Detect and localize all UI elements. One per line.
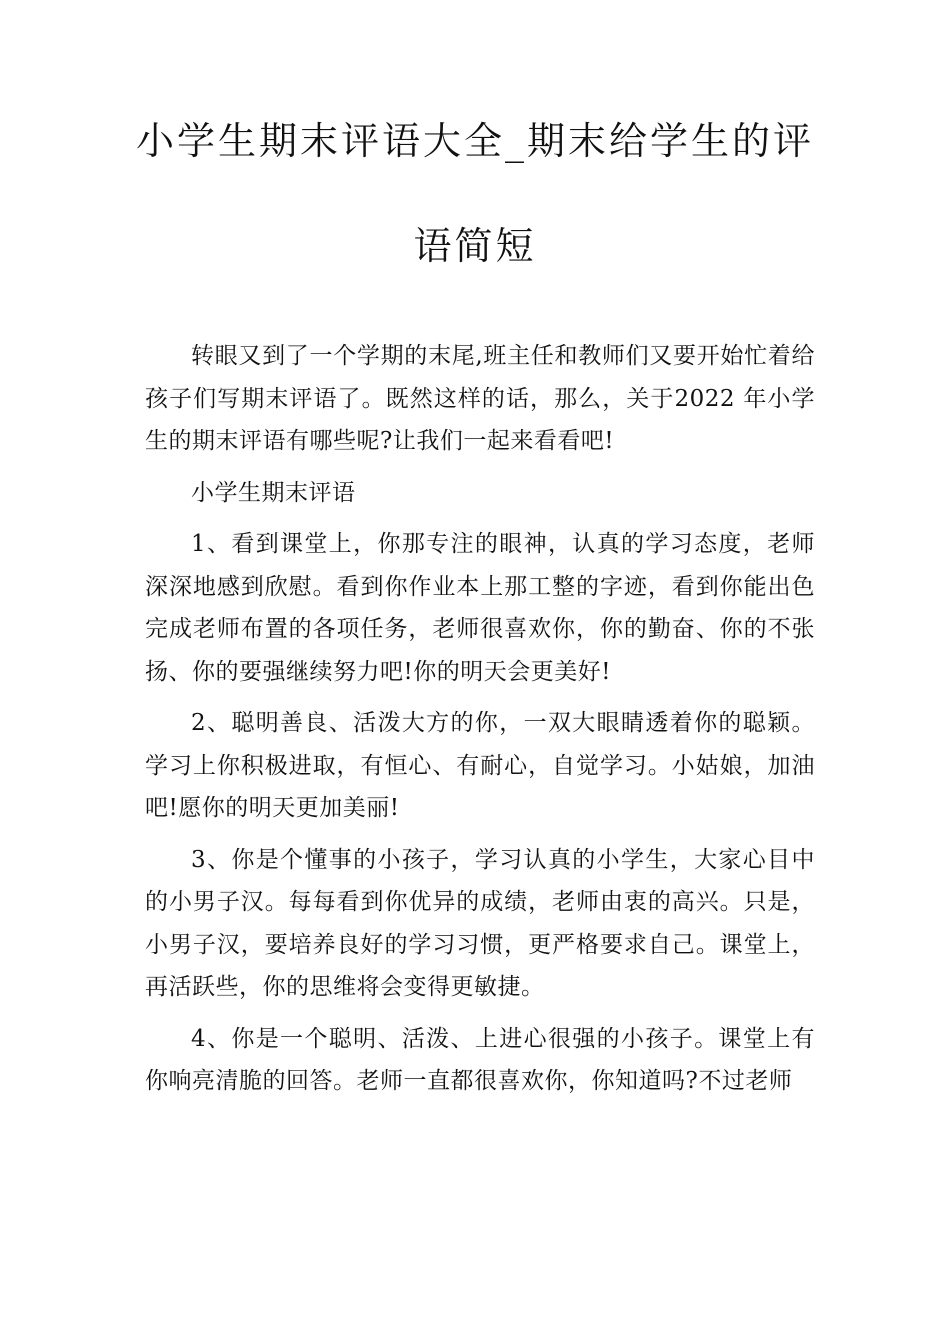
intro-paragraph: 转眼又到了一个学期的末尾,班主任和教师们又要开始忙着给孩子们写期末评语了。既然这样的话，那么，关于2022 年小学生的期末评语有哪些呢?让我们一起来看看吧! [145,343,815,454]
document-title-line-1: 小学生期末评语大全_期末给学生的评 [135,119,814,163]
document-title-line-2: 语简短 [413,224,537,268]
section-heading: 小学生期末评语 [191,479,356,506]
comment-paragraph-3: 3、你是个懂事的小孩子，学习认真的小学生，大家心目中的小男子汉。每每看到你优异的成绩，老师由衷的高兴。只是，小男子汉，要培养良好的学习习惯，更严格要求自己。课堂上，再活跃些，你的思维将会变得更敏捷。 [145,846,815,1000]
document-body [145,335,815,1112]
comment-paragraph-2: 2、聪明善良、活泼大方的你，一双大眼睛透着你的聪颖。学习上你积极进取，有恒心、有耐心，自觉学习。小姑娘，加油吧!愿你的明天更加美丽! [145,710,815,821]
comment-paragraph-4: 4、你是一个聪明、活泼、上进心很强的小孩子。课堂上有你响亮清脆的回答。老师一直都很喜欢你，你知道吗?不过老师 [145,1025,815,1094]
comment-paragraph-1: 1、看到课堂上，你那专注的眼神，认真的学习态度，老师深深地感到欣慰。看到你作业本上那工整的字迹，看到你能出色完成老师布置的各项任务，老师很喜欢你，你的勤奋、你的不张扬、你的要强继续努力吧!你的明天会更美好! [145,531,815,685]
